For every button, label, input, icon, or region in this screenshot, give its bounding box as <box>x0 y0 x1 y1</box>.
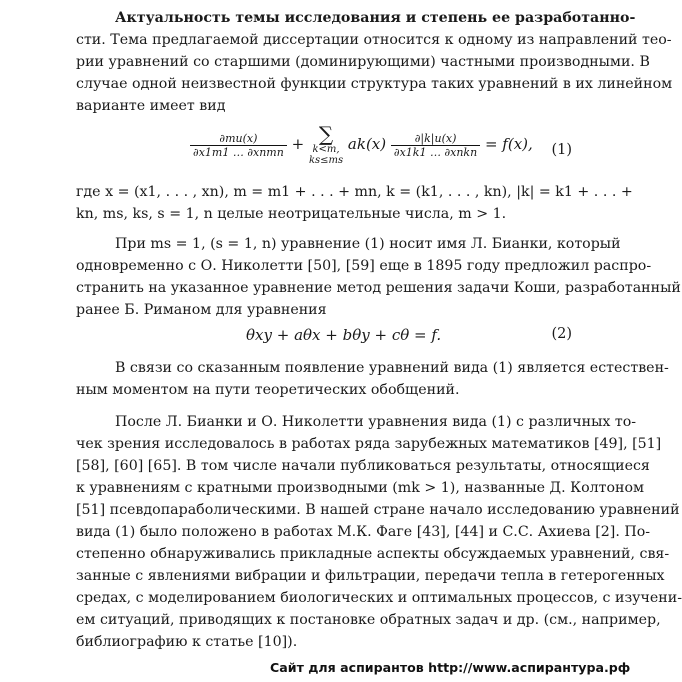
text-line: где x = (x1, . . . , xn), m = m1 + . . . + mn, k = (k1, . . . , kn), |k| = k1 + . . . + <box>76 184 633 200</box>
text-line: [51] псевдопараболическими. В нашей стране начало исследованию уравнений <box>76 502 680 518</box>
equation-1: $\frac{\partial mu(x)}{\text{∂x1m1 … ∂xnmn}}$ + ∑ k<m, ks≤ms ak(x) $\frac{\partial|k|u(x)}{\text{∂x1k1 … ∂xnkn}}$ = f(x), <box>190 124 533 166</box>
text-line: Актуальность темы исследования и степень ее разработанно- <box>115 10 636 26</box>
text-line: варианте имеет вид <box>76 98 226 114</box>
text-line: странить на указанное уравнение метод решения задачи Коши, разработанный <box>76 280 681 296</box>
text-line: степенно обнаруживались прикладные аспекты обсуждаемых уравнений, свя- <box>76 546 670 562</box>
text-line: При ms = 1, (s = 1, n) уравнение (1) носит имя Л. Бианки, который <box>115 236 621 252</box>
text-line: одновременно с О. Николетти [50], [59] еще в 1895 году предложил распро- <box>76 258 652 274</box>
equation-1-fraction-2: $\frac{\partial|k|u(x)}{\text{∂x1k1 … ∂xnkn}}$ <box>391 132 480 159</box>
text-line: вида (1) было положено в работах М.К. Фаге [43], [44] и С.С. Ахиева [2]. По- <box>76 524 651 540</box>
text-line: средах, с моделированием биологических и оптимальных процессов, с изучени- <box>76 590 682 606</box>
text-line: [58], [60] [65]. В том числе начали публиковаться результаты, относящиеся <box>76 458 650 474</box>
text-line: сти. Тема предлагаемой диссертации относится к одному из направлений тео- <box>76 32 672 48</box>
text-line: занные с явлениями вибрации и фильтрации, передачи тепла в гетерогенных <box>76 568 665 584</box>
site-footer-link[interactable]: Сайт для аспирантов http://www.аспирантура.рф <box>270 660 631 675</box>
text-line: к уравнениям с кратными производными (mk > 1), названные Д. Колтоном <box>76 480 645 496</box>
equation-2-number: (2) <box>551 326 572 342</box>
text-line: После Л. Бианки и О. Николетти уравнения вида (1) с различных то- <box>115 414 637 430</box>
text-line: рии уравнений со старшими (доминирующими) частными производными. В <box>76 54 650 70</box>
text-line: библиографию к статье [10]). <box>76 634 298 650</box>
text-line: В связи со сказанным появление уравнений вида (1) является естествен- <box>115 360 669 376</box>
equation-1-sum: ∑ k<m, ks≤ms <box>308 122 344 166</box>
equation-1-fraction-1: $\frac{\partial mu(x)}{\text{∂x1m1 … ∂xnmn}}$ <box>190 132 287 159</box>
text-line: чек зрения исследовалось в работах ряда зарубежных математиков [49], [51] <box>76 436 662 452</box>
text-line: ным моментом на пути теоретических обобщений. <box>76 382 460 398</box>
equation-2: θxy + aθx + bθy + cθ = f. <box>246 326 442 344</box>
text-line: случае одной неизвестной функции структура таких уравнений в их линейном <box>76 76 673 92</box>
equation-1-number: (1) <box>551 142 572 158</box>
text-line: ранее Б. Риманом для уравнения <box>76 302 327 318</box>
text-line: ем ситуаций, приводящих к постановке обратных задач и др. (см., например, <box>76 612 661 628</box>
text-line: kn, ms, ks, s = 1, n целые неотрицательные числа, m > 1. <box>76 206 507 222</box>
